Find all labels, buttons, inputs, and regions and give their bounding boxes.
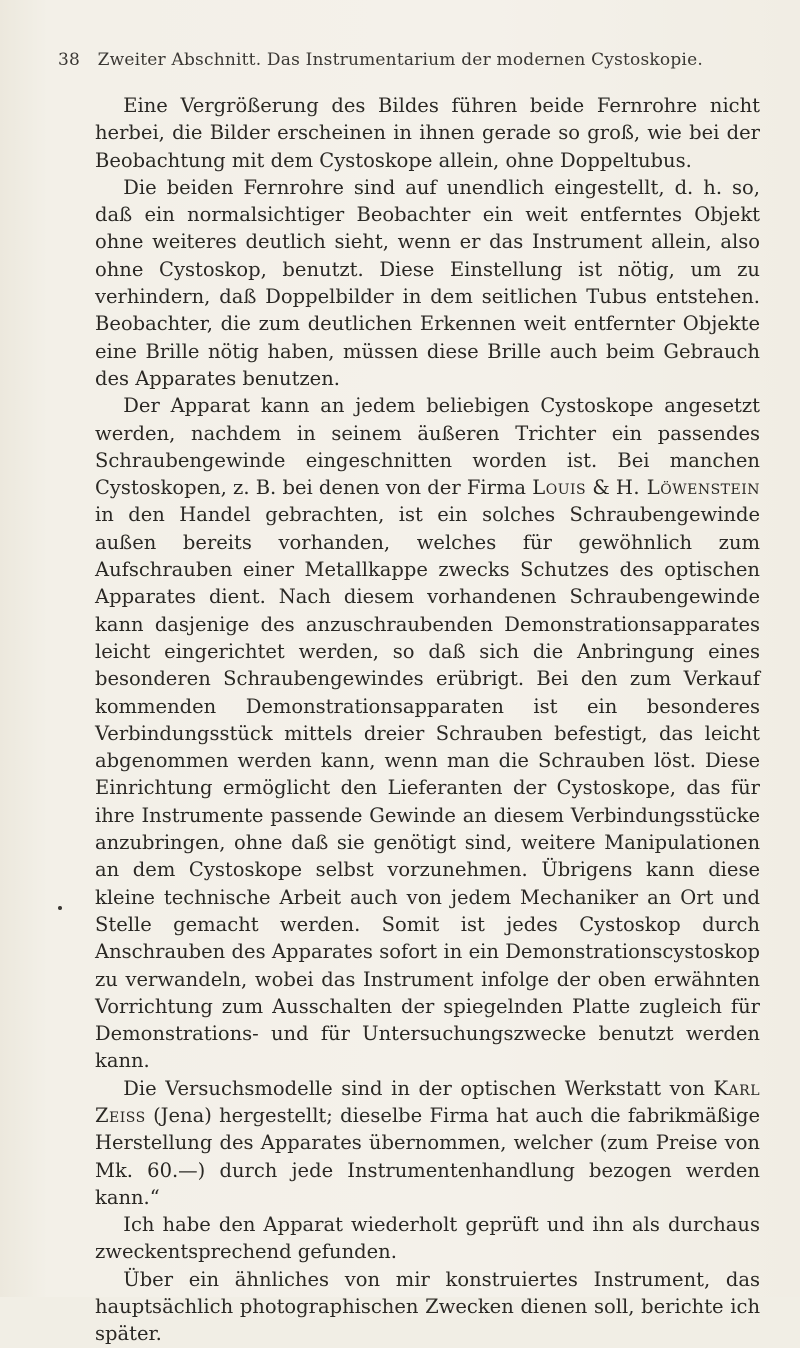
paragraph-5: Ich habe den Apparat wiederholt geprüft und ihn als durchaus zweckentsprechend gefunden. [95, 1213, 760, 1264]
paragraph-3-text-a: Der Apparat kann an jedem beliebigen Cystoskope angesetzt werden, nachdem in seinem äußeren Trichter ein passendes Schraubengewinde eingeschnitten worden ist. Bei manchen Cystoskopen, z. B. bei denen von der Firma [95, 394, 760, 500]
name-louis: Louis [532, 476, 587, 500]
paragraph-3-text-b: in den Handel gebrachten, ist ein solches Schraubengewinde außen bereits vorhanden, welches für gewöhnlich zum Aufschrauben einer Metallkappe zwecks Schutzes des optischen Apparates dient. Nach diesem vorhandenen Schraubengewinde kann dasjenige des anzuschraubenden Demonstrationsapparates leicht eingerichtet werden, so daß sich die Anbringung eines besonderen Schraubengewindes erübrigt. Bei den zum Verkauf kommenden Demonstrationsapparaten ist ein besonderes Verbindungsstück mittels dreier Schrauben befestigt, das leicht abgenommen werden kann, wenn man die Schrauben löst. Diese Einrichtung ermöglicht den Lieferanten der Cystoskope, das für ihre Instrumente passende Gewinde an diesem Verbindungsstücke anzubringen, ohne daß sie genötigt sind, weitere Manipulationen an dem Cystoskope selbst vorzunehmen. Übrigens kann diese kleine technische Arbeit auch von jedem Mechaniker an Ort und Stelle gemacht werden. Somit ist jedes Cystoskop durch Anschrauben des Apparates sofort in ein Demonstrationscystoskop zu verwandeln, wobei das Instrument infolge der oben erwähnten Vorrichtung zum Ausschalten der spiegelnden Platte zugleich für Demonstrations- und für Untersuchungszwecke benutzt werden kann. [95, 503, 760, 1073]
ink-fleck [58, 906, 62, 910]
name-loewenstein: H. Löwenstein [615, 476, 761, 500]
ampersand: & [592, 476, 610, 500]
running-header [58, 50, 758, 70]
paragraph-4-text-b: (Jena) hergestellt; dieselbe Firma hat auch die fabrikmäßige Herstellung des Apparates übernommen, welcher (zum Preise von Mk. 60.—) durch jede Instrumentenhandlung bezogen werden kann.“ [95, 1103, 760, 1209]
paragraph-3 [95, 392, 760, 1074]
paragraph-6: Über ein ähnliches von mir konstruiertes Instrument, das hauptsächlich photographischen Zwecken dienen soll, berichte ich später. [95, 1267, 760, 1346]
paragraph-4 [95, 1075, 760, 1211]
page-number: 38 [58, 50, 81, 70]
body-text [95, 92, 760, 1348]
name-karl-zeiss: Karl Zeiss [95, 1076, 761, 1127]
paragraph-4-text-a: Die Versuchsmodelle sind in der optischen Werkstatt von [123, 1076, 705, 1100]
paragraph-2: Die beiden Fernrohre sind auf unendlich eingestellt, d. h. so, daß ein normalsichtiger Beobachter ein weit entferntes Objekt ohne weiteres deutlich sieht, wenn er das Instrument allein, also ohne Cystoskop, benutzt. Diese Einstellung ist nötig, um zu verhindern, daß Doppelbilder in dem seitlichen Tubus entstehen. Beobachter, die zum deutlichen Erkennen weit entfernter Objekte eine Brille nötig haben, müssen diese Brille auch beim Gebrauch des Apparates benutzen. [95, 175, 760, 390]
paragraph-1: Eine Vergrößerung des Bildes führen beide Fernrohre nicht herbei, die Bilder erscheinen in ihnen gerade so groß, wie bei der Beobachtung mit dem Cystoskope allein, ohne Doppeltubus. [95, 94, 760, 172]
running-title: Zweiter Abschnitt. Das Instrumentarium der modernen Cystoskopie. [97, 50, 703, 70]
